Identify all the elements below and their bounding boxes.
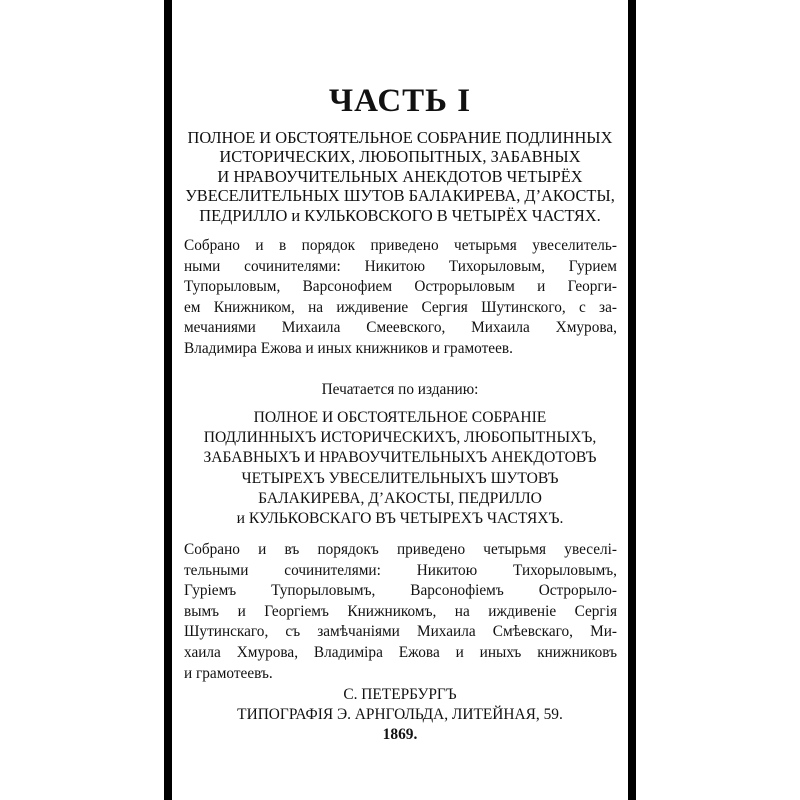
- old-title-line: БАЛАКИРЕВА, Д’АКОСТЫ, ПЕДРИЛЛО: [258, 489, 542, 507]
- subtitle-line: УВЕСЕЛИТЕЛЬНЫХ ШУТОВ БАЛАКИРЕВА, Д’АКОСТЫ,: [185, 186, 615, 206]
- note-line: Тупорыловым, Варсонофием Острорыловым и Георги-: [184, 278, 617, 296]
- old-title-line: и КУЛЬКОВСКАГО ВЪ ЧЕТЫРЕХЪ ЧАСТЯХЪ.: [236, 510, 564, 528]
- note-line: Владимира Ежова и иных книжников и грамотеев.: [184, 339, 513, 357]
- old-title-line: ПОДЛИННЫХЪ ИСТОРИЧЕСКИХЪ, ЛЮБОПЫТНЫХЪ,: [203, 429, 597, 447]
- old-title-line: ПОЛНОЕ И ОБСТОЯТЕЛЬНОЕ СОБРАНIЕ: [253, 409, 547, 426]
- old-note-line: вымъ и Георгiемъ Книжникомъ, на иждивенiе Сергiя: [184, 602, 617, 620]
- original-edition-title: [172, 408, 628, 529]
- old-note-line: тельными сочинителями: Никитою Тихорыловымъ,: [184, 561, 617, 579]
- old-note-line: Шутинскаго, съ замѣчанiями Михаила Смѣевскаго, Ми-: [184, 623, 617, 641]
- subtitle-line: ПОЛНОЕ И ОБСТОЯТЕЛЬНОЕ СОБРАНИЕ ПОДЛИННЫХ: [187, 128, 613, 147]
- book-page: [172, 0, 628, 800]
- imprint-printer: ТИПОГРАФIЯ Э. АРНГОЛЬДА, ЛИТЕЙНАЯ, 59.: [237, 706, 563, 723]
- note-line: ем Книжником, на иждивение Сергия Шутинского, с за-: [184, 298, 617, 316]
- imprint-city: С. ПЕТЕРБУРГЪ: [343, 686, 457, 703]
- imprint-block: [172, 685, 628, 745]
- original-authors-note: [184, 540, 617, 684]
- old-title-line: ЧЕТЫРЕХЪ УВЕСЕЛИТЕЛЬНЫХЪ ШУТОВЪ: [241, 469, 559, 487]
- note-line: Собрано и в порядок приведено четырьмя увеселитель-: [184, 237, 617, 254]
- old-note-line: и грамотеевъ.: [184, 664, 273, 682]
- subtitle-line: И НРАВОУЧИТЕЛЬНЫХ АНЕКДОТОВ ЧЕТЫРЁХ: [217, 166, 583, 186]
- old-note-line: Собрано и въ порядокъ приведено четырьмя увеселi-: [184, 541, 617, 558]
- note-line: ными сочинителями: Никитою Тихорыловым, Гурием: [184, 257, 617, 275]
- modern-authors-note: [184, 236, 617, 360]
- book-subtitle: [172, 128, 628, 225]
- print-source-note: Печатается по изданию:: [321, 381, 479, 398]
- subtitle-line: ИСТОРИЧЕСКИХ, ЛЮБОПЫТНЫХ, ЗАБАВНЫХ: [219, 147, 581, 167]
- note-line: мечаниями Михаила Смеевского, Михаила Хмурова,: [184, 319, 617, 337]
- imprint-year: 1869.: [382, 726, 418, 743]
- old-note-line: Гурiемъ Тупорыловымъ, Варсонофiемъ Острорыло-: [184, 582, 617, 600]
- subtitle-line: ПЕДРИЛЛО и КУЛЬКОВСКОГО В ЧЕТЫРЁХ ЧАСТЯХ.: [199, 205, 601, 225]
- old-title-line: ЗАБАВНЫХЪ И НРАВОУЧИТЕЛЬНЫХЪ АНЕКДОТОВЪ: [203, 449, 597, 467]
- old-note-line: хаила Хмурова, Владимiра Ежова и иныхъ книжниковъ: [184, 643, 617, 661]
- part-title: ЧАСТЬ I: [328, 83, 472, 119]
